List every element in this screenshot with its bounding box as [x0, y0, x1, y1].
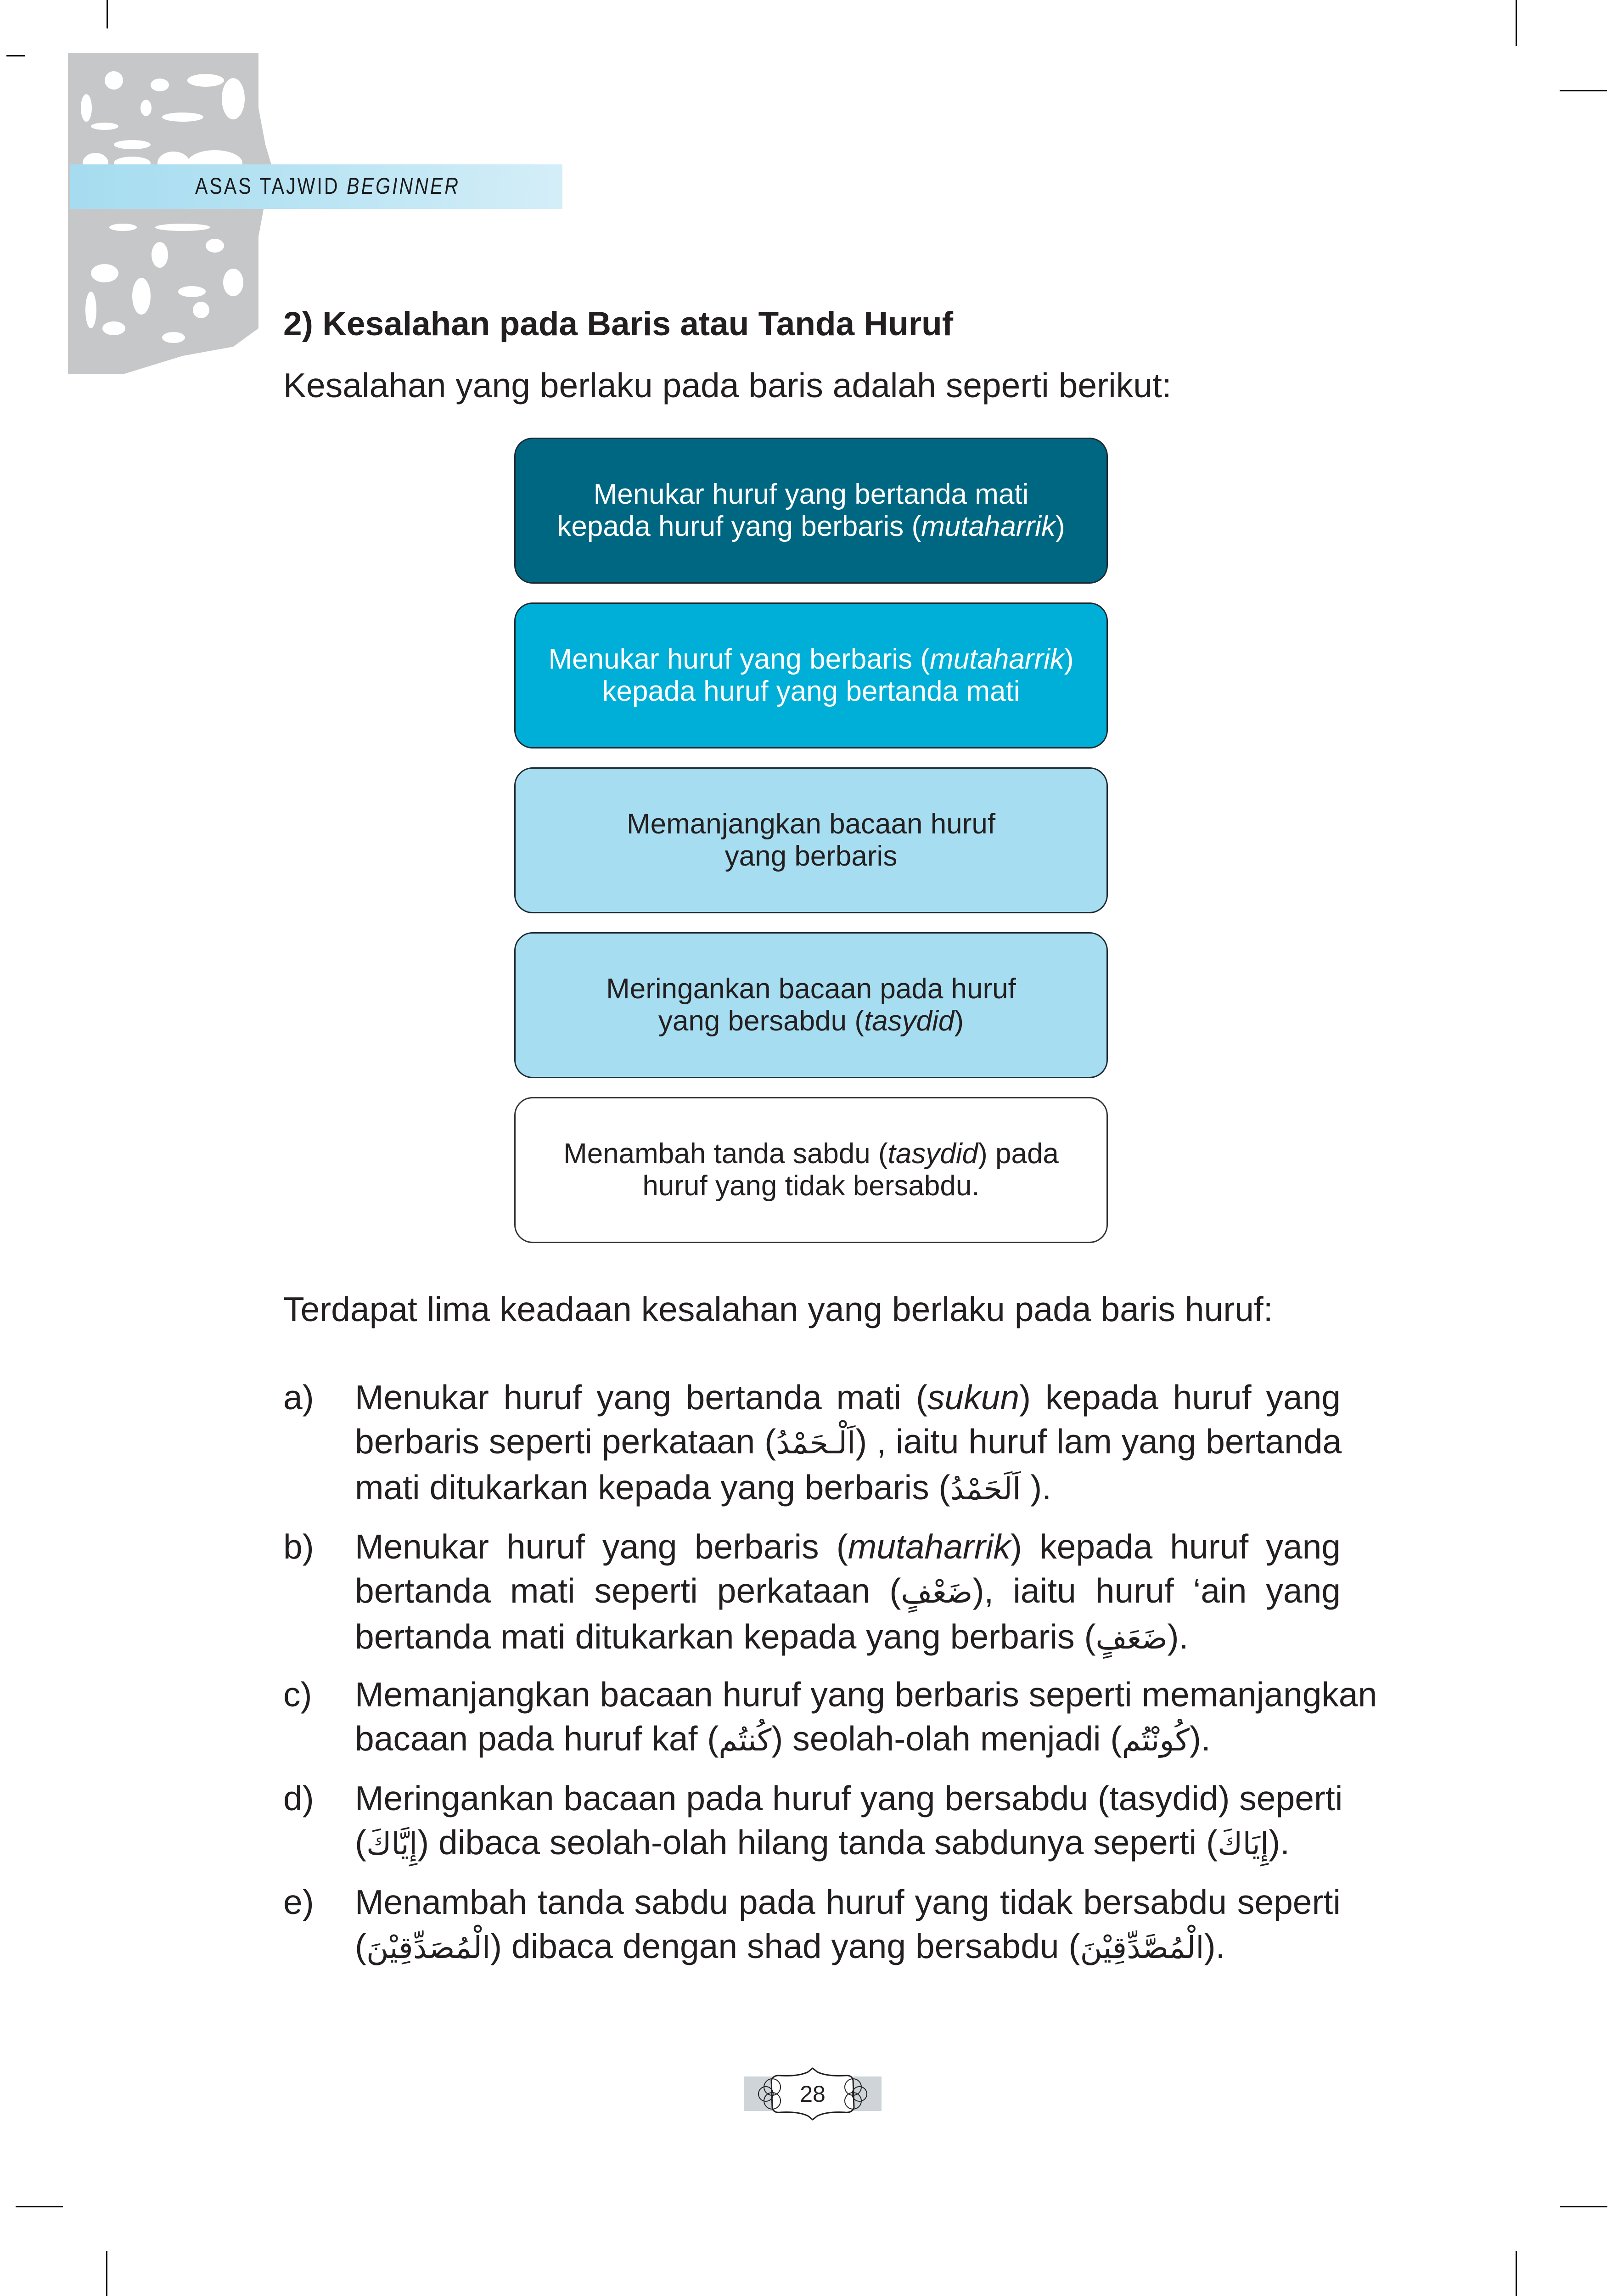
arabic-word: الْمُصَدِّقِيْنَ	[366, 1930, 491, 1965]
arabic-word: ضَعَفٍ	[1095, 1621, 1168, 1656]
crop-mark	[107, 0, 108, 28]
item-label: a)	[283, 1378, 314, 1417]
item-text: ) dibaca seolah-olah hilang tanda sabdunya seperti (	[417, 1823, 1218, 1862]
error-box-4	[514, 932, 1108, 1078]
item-text: bacaan pada huruf kaf (	[355, 1719, 719, 1758]
box-text: Menukar huruf yang berbaris (	[548, 643, 930, 675]
box-text: )	[954, 1005, 964, 1037]
item-text: (	[355, 1927, 366, 1965]
arabic-word: اَلْـحَمْدُ	[776, 1425, 856, 1461]
running-header	[70, 164, 562, 209]
crop-mark	[106, 2251, 107, 2296]
item-text: ) , iaitu huruf lam yang bertanda	[855, 1422, 1342, 1461]
box-term: tasydid	[887, 1138, 978, 1170]
box-text: yang bersabdu (	[658, 1005, 864, 1037]
box-text: Menambah tanda sabdu (	[563, 1138, 888, 1170]
item-label: c)	[283, 1675, 312, 1714]
box-text: kepada huruf yang berbaris (	[557, 511, 921, 542]
arabic-word: اَلَحَمْدُ	[950, 1471, 1021, 1507]
item-term: mutaharrik	[848, 1527, 1011, 1566]
item-text: ).	[1021, 1468, 1052, 1507]
mandala-ornament-icon	[68, 53, 307, 374]
box-text: )	[1055, 511, 1065, 542]
item-text: mati ditukarkan kepada yang berbaris (	[355, 1468, 950, 1507]
crop-mark	[6, 55, 25, 56]
item-line: Menambah tanda sabdu pada huruf yang tidak bersabdu seperti	[355, 1883, 1341, 1921]
item-line	[355, 1419, 1341, 1465]
item-line	[355, 1525, 1341, 1569]
crop-mark	[16, 2206, 63, 2207]
crop-mark	[1560, 90, 1607, 91]
item-text: bertanda mati ditukarkan kepada yang berbaris (	[355, 1617, 1096, 1656]
arabic-word: كُنتُم	[719, 1722, 772, 1758]
list-intro: Terdapat lima keadaan kesalahan yang berlaku pada baris huruf:	[283, 1290, 1273, 1328]
item-text: ), iaitu huruf ‘ain yang	[972, 1571, 1341, 1610]
item-text: ) seolah-olah menjadi (	[771, 1719, 1122, 1758]
item-line	[355, 1716, 1341, 1762]
box-term: mutaharrik	[921, 511, 1056, 542]
error-box-2	[514, 602, 1108, 748]
item-text: ).	[1190, 1719, 1211, 1758]
item-term: sukun	[927, 1378, 1020, 1417]
arabic-word: ضَعْفٍ	[901, 1575, 973, 1610]
page-number-badge	[739, 2062, 886, 2126]
box-line: Memanjangkan bacaan huruf	[626, 808, 996, 840]
book-title	[195, 173, 460, 199]
book-title-regular: ASAS TAJWID	[195, 173, 347, 199]
crop-mark	[1560, 2206, 1607, 2207]
box-text: ) pada	[978, 1138, 1059, 1170]
box-line: Menukar huruf yang bertanda mati	[593, 478, 1029, 510]
arabic-word: الْمُصَّدِّقِيْنَ	[1080, 1930, 1204, 1965]
error-box-1	[514, 438, 1108, 584]
box-line	[606, 1005, 1016, 1037]
item-text: ).	[1269, 1823, 1290, 1862]
item-line: Memanjangkan bacaan huruf yang berbaris seperti memanjangkan	[355, 1675, 1377, 1714]
item-text: (	[355, 1823, 366, 1862]
book-title-italic: BEGINNER	[347, 173, 461, 199]
item-text: berbaris seperti perkataan (	[355, 1422, 776, 1461]
item-line	[355, 1569, 1341, 1615]
box-term: tasydid	[864, 1005, 955, 1037]
box-line	[557, 511, 1065, 543]
arabic-word: كُونْتُم	[1122, 1722, 1190, 1758]
box-line: Meringankan bacaan pada huruf	[606, 973, 1016, 1005]
item-line	[355, 1375, 1341, 1419]
crop-mark	[1516, 0, 1517, 46]
error-box-5	[514, 1097, 1108, 1243]
item-line: Meringankan bacaan pada huruf yang bersabdu (tasydid) seperti	[355, 1779, 1343, 1818]
item-line	[355, 1465, 1341, 1511]
item-line	[355, 1820, 1341, 1866]
box-line: kepada huruf yang bertanda mati	[602, 675, 1020, 707]
item-label: b)	[283, 1527, 314, 1566]
item-text: ).	[1204, 1927, 1225, 1965]
crop-mark	[1516, 2251, 1517, 2296]
item-line	[355, 1924, 1341, 1970]
box-term: mutaharrik	[930, 643, 1064, 675]
item-text: ).	[1167, 1617, 1189, 1656]
box-line	[548, 643, 1073, 675]
page-number: 28	[800, 2081, 826, 2107]
item-text: ) kepada huruf yang	[1011, 1527, 1341, 1566]
arabic-word: إِيَاكَ	[1218, 1826, 1269, 1862]
item-text: ) dibaca dengan shad yang bersabdu (	[490, 1927, 1080, 1965]
section-heading: 2) Kesalahan pada Baris atau Tanda Huruf	[283, 305, 954, 343]
item-label: e)	[283, 1883, 314, 1921]
item-label: d)	[283, 1779, 314, 1818]
box-line	[563, 1138, 1059, 1170]
box-text: )	[1064, 643, 1074, 675]
error-box-3	[514, 767, 1108, 913]
item-text: Menukar huruf yang berbaris (	[355, 1527, 848, 1566]
item-line	[355, 1615, 1341, 1660]
box-line: yang berbaris	[724, 840, 898, 872]
item-text: ) kepada huruf yang	[1019, 1378, 1341, 1417]
box-line: huruf yang tidak bersabdu.	[642, 1170, 980, 1202]
item-text: Menukar huruf yang bertanda mati (	[355, 1378, 927, 1417]
item-text: bertanda mati seperti perkataan (	[355, 1571, 901, 1610]
section-intro: Kesalahan yang berlaku pada baris adalah seperti berikut:	[283, 366, 1172, 405]
arabic-word: إِيَّاكَ	[366, 1826, 418, 1862]
